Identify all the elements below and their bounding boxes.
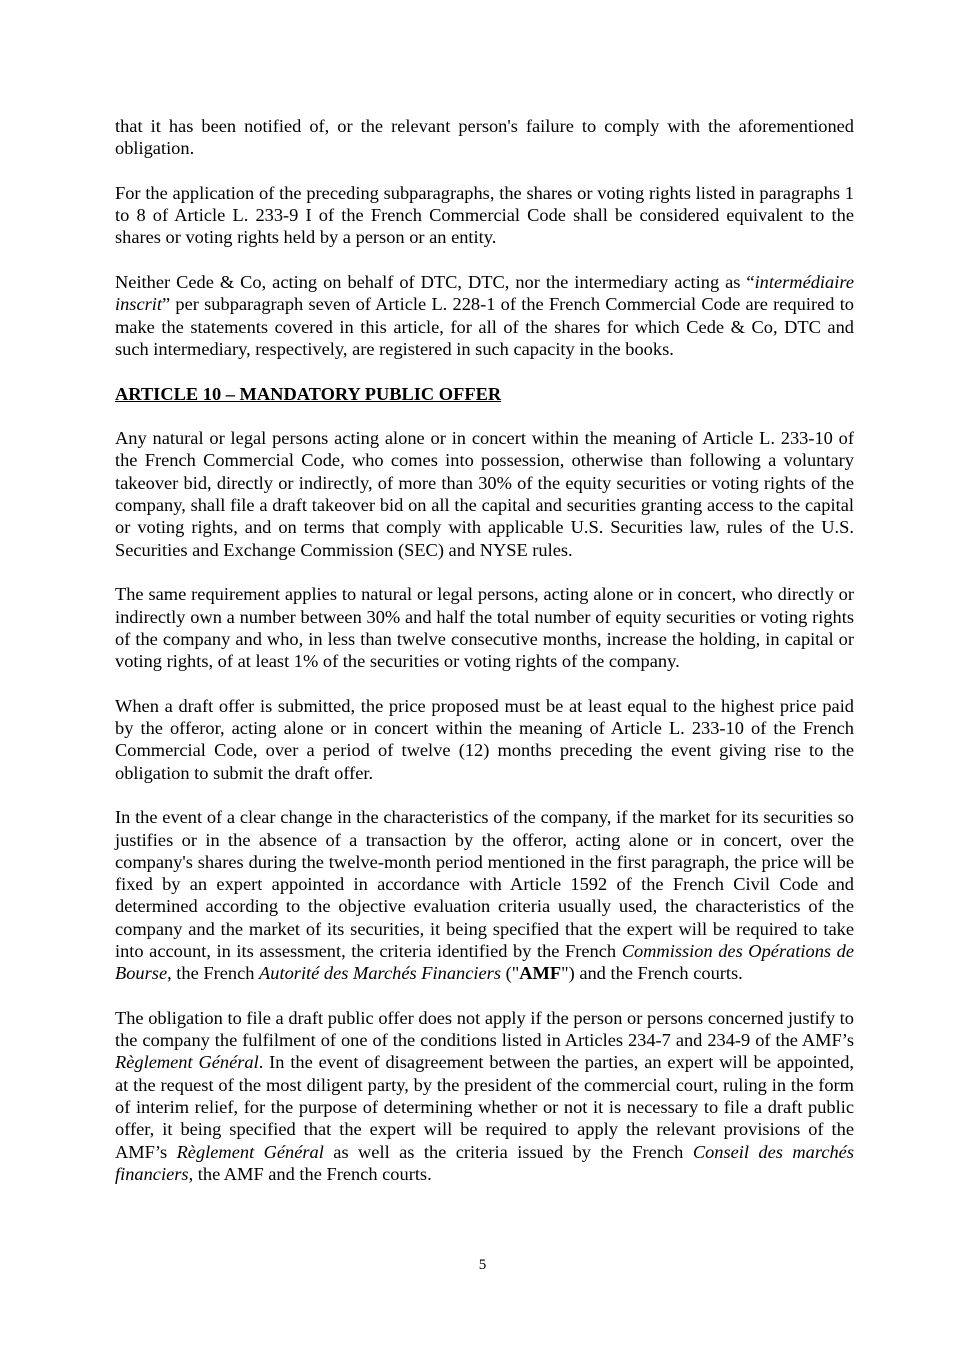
paragraph-same-requirement: The same requirement applies to natural or legal persons, acting alone or in concert, who directly or indirectly own a number between 30% and half the total number of equity securities or voting rights of the company and who, in less than twelve consecutive months, increase the holding, in capital or voting rights, of at least 1% of the securities or voting rights of the company. bbox=[115, 584, 854, 672]
article-10-heading: ARTICLE 10 – MANDATORY PUBLIC OFFER bbox=[115, 383, 502, 404]
reglement-general-term: Règlement Général bbox=[176, 1141, 324, 1162]
paragraph-price: When a draft offer is submitted, the price proposed must be at least equal to the highest price paid by the offeror, acting alone or in concert within the meaning of Article L. 233-10 of the French Commercial Code, over a period of twelve (12) months preceding the event giving rise to the obligation to submit the draft offer. bbox=[115, 695, 854, 783]
paragraph-clear-change-text-3: (" bbox=[500, 963, 520, 984]
intermediaire-inscrit-term: intermédiaire inscrit bbox=[115, 272, 854, 315]
paragraph-cede-text-1: Neither Cede & Co, acting on behalf of DTC, DTC, nor the intermediary acting as “ bbox=[115, 272, 755, 293]
page-number: 5 bbox=[478, 1257, 487, 1273]
paragraph-continuation: that it has been notified of, or the relevant person's failure to comply with the aforementioned obligation. bbox=[115, 116, 854, 159]
paragraph-cede-text-2: ” per subparagraph seven of Article L. 228-1 of the French Commercial Code are required to make the statements covered in this article, for all of the shares for which Cede & Co, DTC and such intermediary, respectively, are registered in such capacity in the books. bbox=[115, 294, 854, 359]
paragraph-clear-change bbox=[115, 806, 854, 984]
conseil-des-marches-term: Conseil des marchés financiers bbox=[115, 1141, 854, 1184]
paragraph-obligation-text-3: as well as the criteria issued by the French bbox=[323, 1141, 693, 1162]
paragraph-natural-persons: Any natural or legal persons acting alone or in concert within the meaning of Article L. 233-10 of the French Commercial Code, who comes into possession, otherwise than following a voluntary takeover bid, directly or indirectly, of more than 30% of the equity securities or voting rights of the company, shall file a draft takeover bid on all the capital and securities granting access to the capital or voting rights, and on terms that comply with applicable U.S. Securities law, rules of the U.S. Securities and Exchange Commission (SEC) and NYSE rules. bbox=[115, 428, 854, 560]
autorite-des-marches-term: Autorité des Marchés Financiers bbox=[259, 963, 501, 984]
amf-abbreviation: AMF bbox=[519, 963, 562, 984]
commission-des-operations-term: Commission des Opérations de Bourse bbox=[115, 940, 854, 984]
paragraph-obligation-text-4: , the AMF and the French courts. bbox=[188, 1163, 432, 1184]
paragraph-cede bbox=[115, 271, 854, 360]
document-page bbox=[115, 115, 854, 1208]
paragraph-clear-change-text-4: ") and the French courts. bbox=[561, 963, 743, 984]
paragraph-clear-change-text-2: , the French bbox=[167, 963, 260, 984]
reglement-general-term: Règlement Général bbox=[115, 1052, 259, 1073]
paragraph-obligation bbox=[115, 1007, 854, 1185]
paragraph-application: For the application of the preceding subparagraphs, the shares or voting rights listed in paragraphs 1 to 8 of Article L. 233-9 I of the French Commercial Code shall be considered equivalent to the shares or voting rights held by a person or an entity. bbox=[115, 182, 854, 248]
paragraph-obligation-text-2: . In the event of disagreement between the parties, an expert will be appointed, at the request of the most diligent party, by the president of the commercial court, ruling in the form of interim relief, for the purpose of determining whether or not it is necessary to file a draft public offer, it being specified that the expert will be required to apply the relevant provisions of the AMF’s bbox=[115, 1052, 854, 1162]
paragraph-obligation-text-1: The obligation to file a draft public offer does not apply if the person or persons concerned justify to the company the fulfilment of one of the conditions listed in Articles 234-7 and 234-9 of the AMF’s bbox=[115, 1007, 854, 1051]
paragraph-clear-change-text-1: In the event of a clear change in the characteristics of the company, if the market for its securities so justifies or in the absence of a transaction by the offeror, acting alone or in concert, over the company's shares during the twelve-month period mentioned in the first paragraph, the price will be fixed by an expert appointed in accordance with Article 1592 of the French Civil Code and determined according to the objective evaluation criteria usually used, the characteristics of the company and the market of its securities, it being specified that the expert will be required to take into account, in its assessment, the criteria identified by the French bbox=[115, 807, 854, 961]
